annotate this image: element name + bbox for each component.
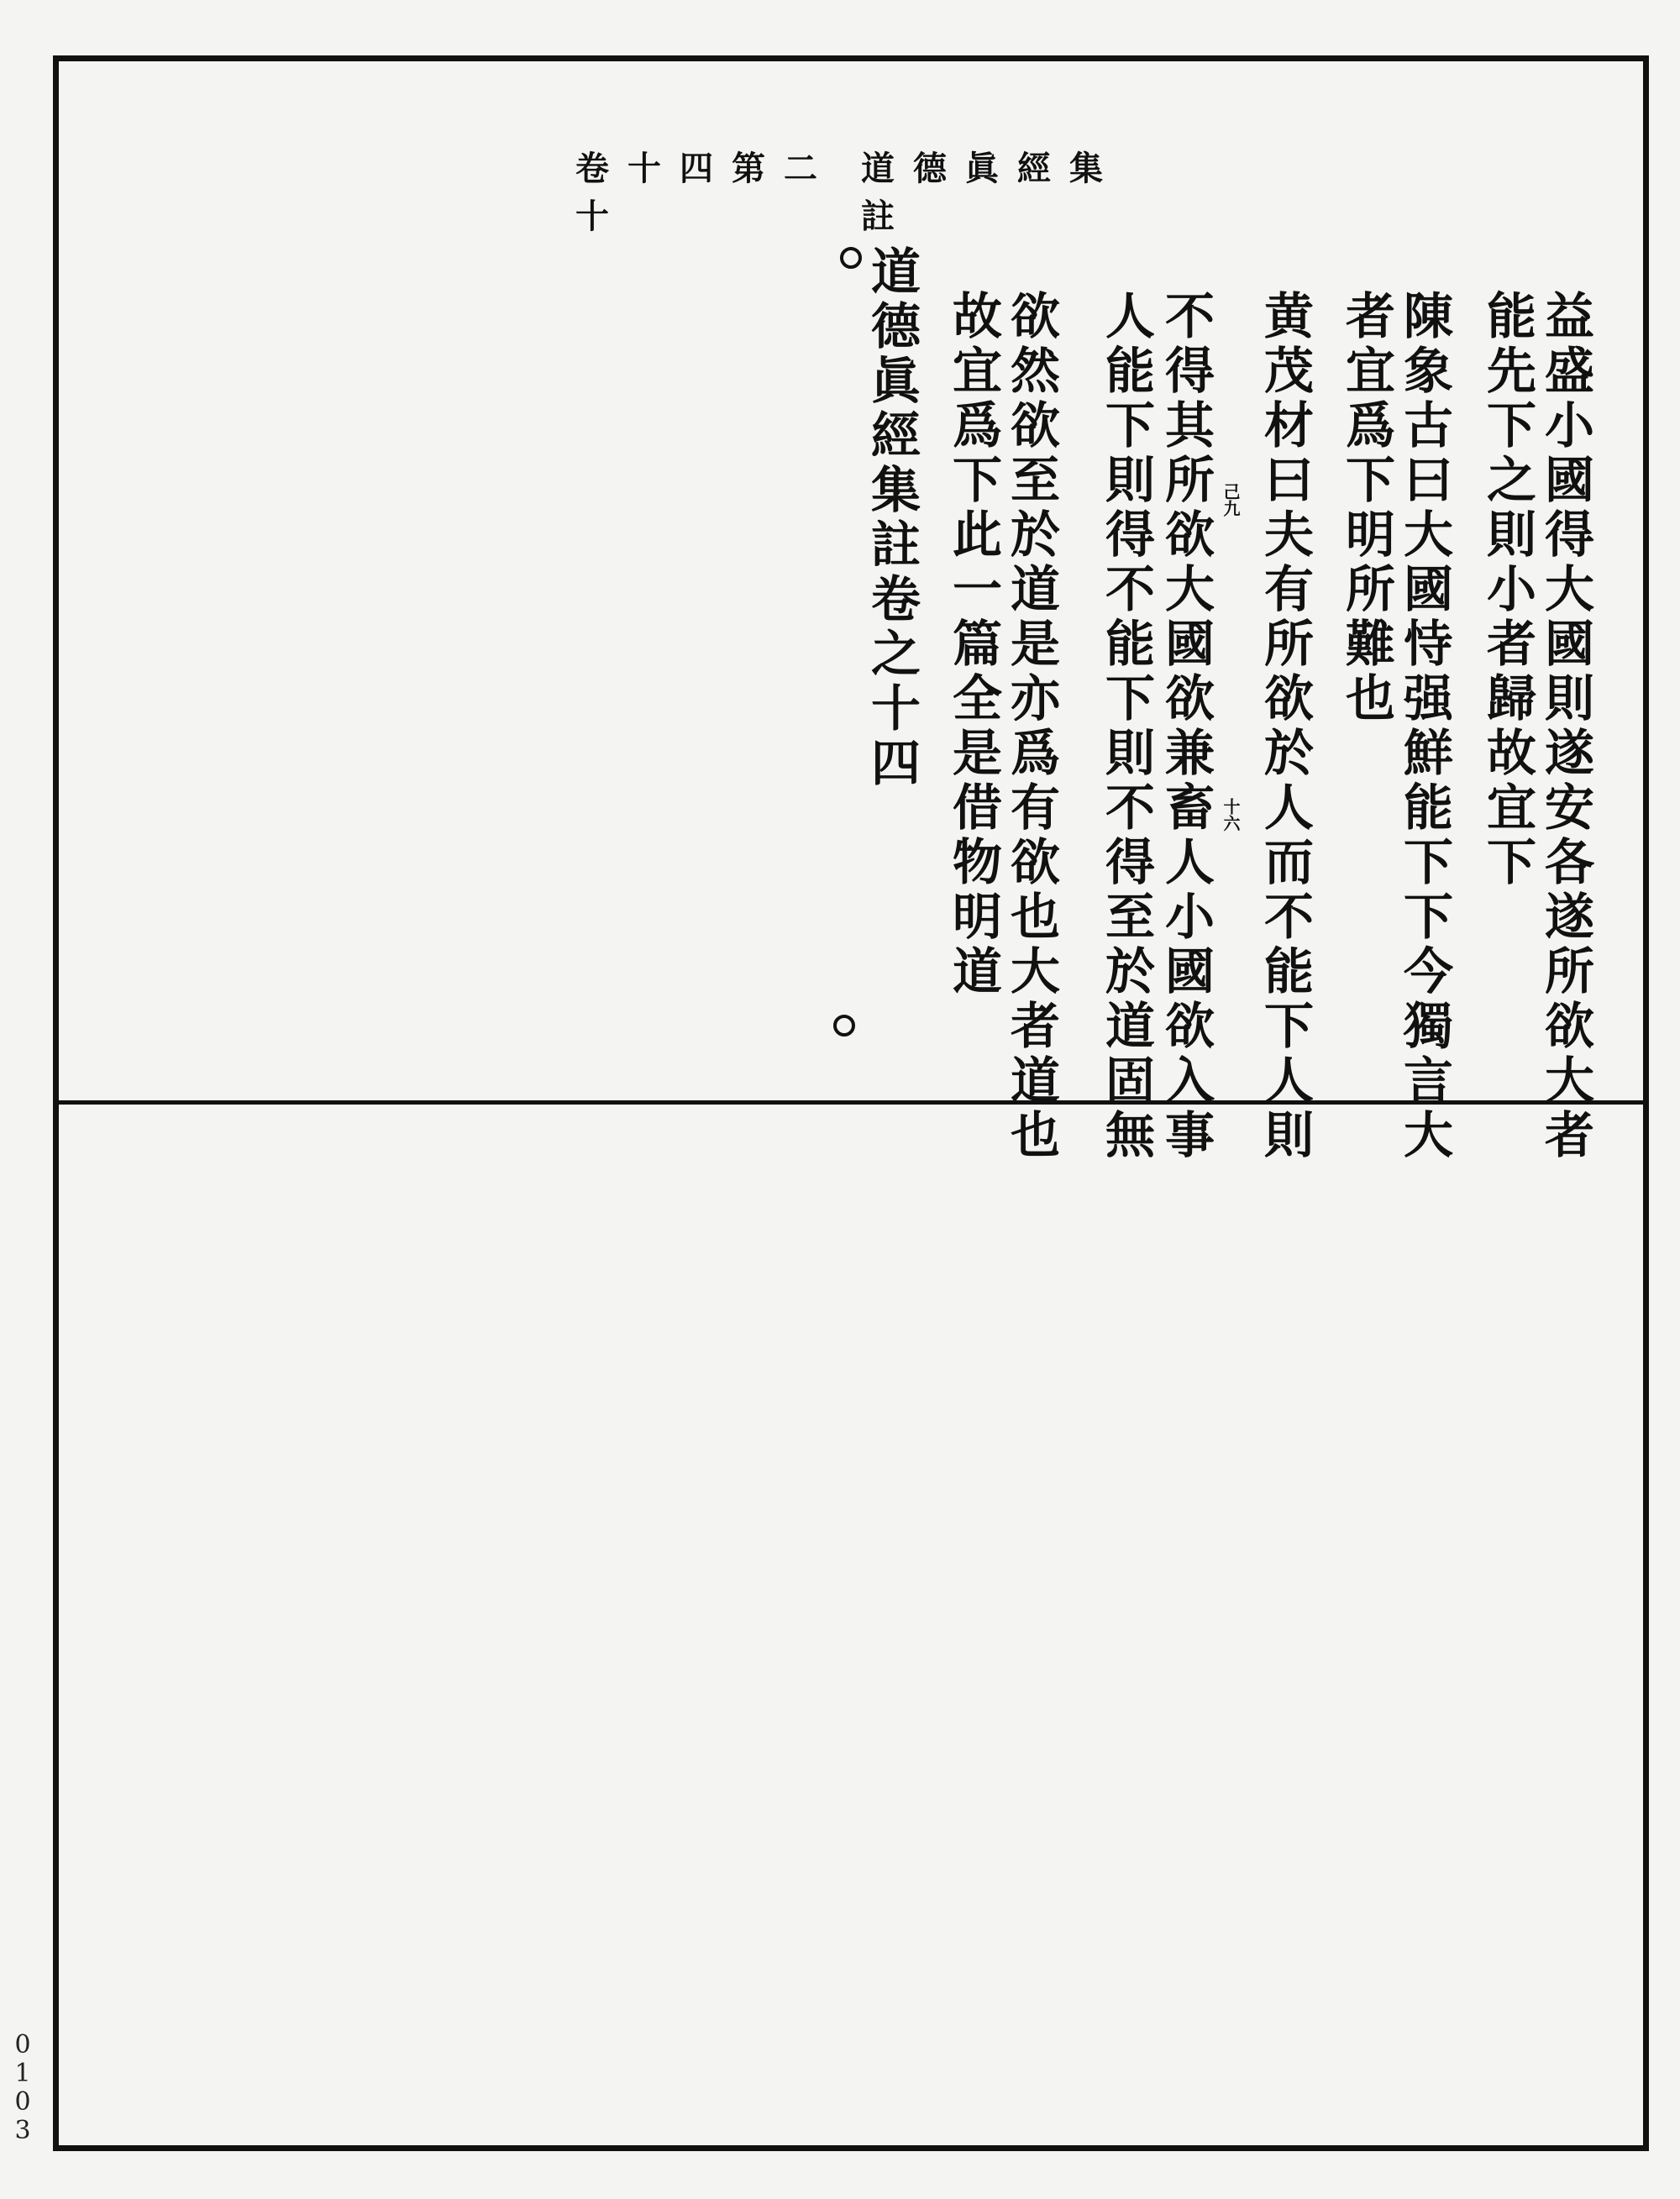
- text-column-5: 黄茂材曰夫有所欲於人而不能下人則: [1256, 290, 1314, 1163]
- text-column-9: 故宜爲下此一篇全是借物明道: [944, 290, 1002, 1000]
- page-number: 0 1 0 3: [14, 2030, 31, 2145]
- header-title: 道德眞經集註: [861, 149, 1121, 236]
- closing-title-column: 道德眞經集註卷之十四: [863, 245, 921, 791]
- section-circle-mark-top: [840, 247, 862, 269]
- text-column-2: 能先下之則小者歸故宜下: [1478, 290, 1536, 890]
- text-column-3: 陳象古曰大國恃强鮮能下下今獨言大: [1395, 290, 1453, 1163]
- header-volume: 卷十四第二十: [575, 149, 836, 236]
- text-column-8: 欲然欲至於道是亦爲有欲也大者道也: [1002, 290, 1060, 1163]
- annotation-lower: 十六: [1221, 798, 1241, 832]
- section-circle-mark-bottom: [833, 1015, 855, 1037]
- running-header: [575, 149, 1147, 236]
- text-column-4: 者宜爲下明所難也: [1337, 290, 1395, 727]
- text-column-7: 人能下則得不能下則不得至於道固無: [1097, 290, 1155, 1163]
- text-column-1: 益盛小國得大國則遂安各遂所欲大者: [1536, 290, 1594, 1163]
- text-column-6: 不得其所欲大國欲兼畜人小國欲入事: [1157, 290, 1215, 1163]
- annotation-upper: 己九: [1221, 483, 1241, 517]
